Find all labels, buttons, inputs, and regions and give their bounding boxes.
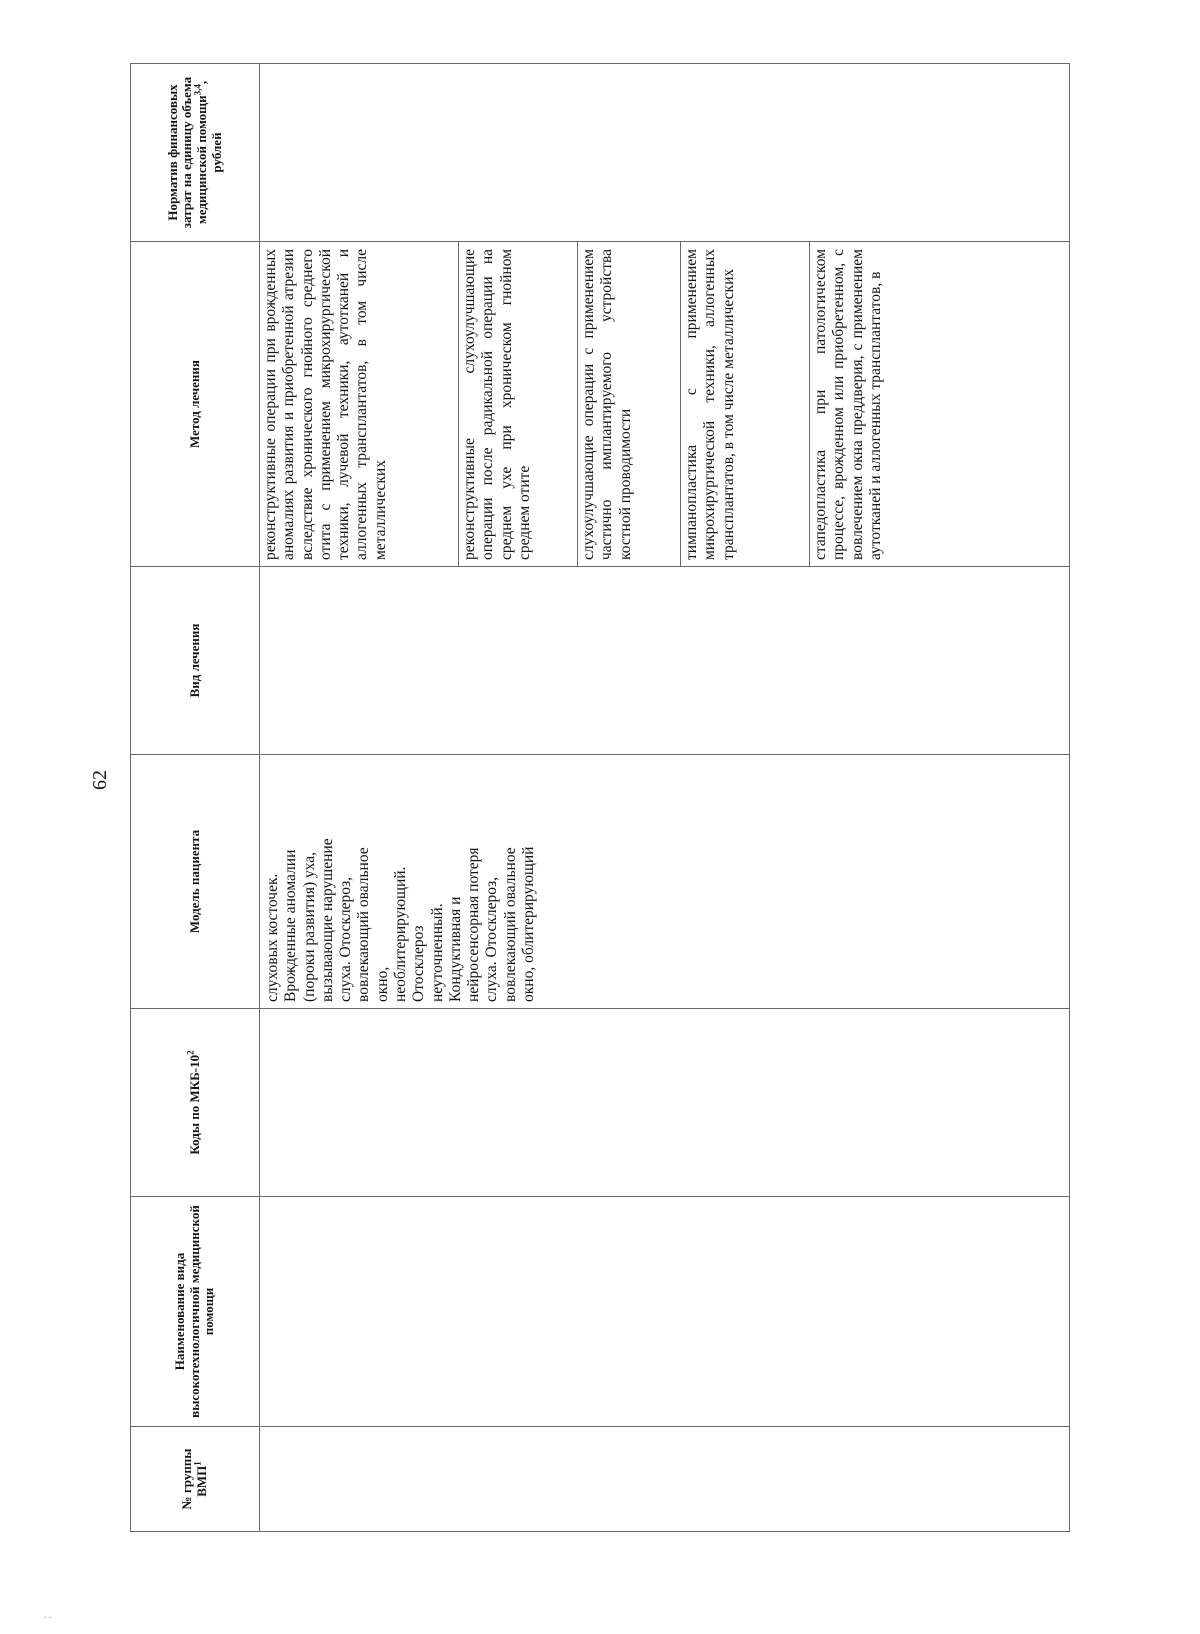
cell-codes bbox=[260, 1009, 1070, 1197]
patient-model-line: Кондуктивная и bbox=[446, 896, 464, 1002]
table-row bbox=[260, 64, 1070, 1532]
patient-model-line: вовлекающий овальное bbox=[355, 847, 373, 1002]
header-group-no: № группы ВМП$^1$ bbox=[131, 1427, 260, 1532]
cell-name bbox=[260, 1197, 1070, 1427]
method-item: стапедопластика при патологическом процессе, врожденном или приобретенном, с вовлечением окна преддверия, с применением аутотканей и аллогенных трансплантатов, в bbox=[812, 249, 884, 560]
patient-model-line: слуха. Отосклероз, bbox=[483, 877, 501, 1002]
header-patient-model: Модель пациента bbox=[131, 755, 260, 1009]
patient-model-line: неуточненный. bbox=[428, 903, 446, 1002]
method-stack bbox=[260, 242, 1069, 566]
page-number: 62 bbox=[89, 770, 111, 790]
method-item: слухоулучшающие операции с применением частично имплантируемого устройства костной проводимости bbox=[578, 242, 681, 566]
method-item: реконструктивные операции при врожденных аномалиях развития и приобретенной атрезии вследствие хронического гнойного среднего отита с применением микрохирургической техники, лучевой техники, аутотканей и аллогенных трансплантатов, в том числе металлических bbox=[260, 242, 459, 566]
rotated-table-wrapper bbox=[130, 64, 1070, 1532]
header-norm: Норматив финансовых затрат на единицу объема медицинской помощи$^{3,4}$, рублей bbox=[131, 64, 260, 242]
patient-model-line: Отосклероз bbox=[410, 925, 428, 1002]
patient-model-line: нейросенсорная потеря bbox=[465, 847, 483, 1002]
method-item: тимпанопластика с применением микрохирургической техники, аллогенных трансплантатов, в том числе металлических bbox=[681, 242, 810, 566]
header-method: Метод лечения bbox=[131, 242, 260, 567]
patient-model-text bbox=[260, 755, 538, 1008]
patient-model-line: вовлекающий овальное bbox=[501, 847, 519, 1002]
method-item: реконструктивные слухоулучшающие операции после радикальной операции на среднем ухе при хроническом гнойном среднем отите bbox=[459, 242, 578, 566]
scan-mark: . . bbox=[44, 1610, 52, 1621]
cell-norm bbox=[260, 64, 1070, 242]
vmp-table bbox=[130, 63, 1070, 1532]
cell-patient-model bbox=[260, 755, 1070, 1009]
cell-treatment-type bbox=[260, 567, 1070, 755]
header-name: Наименование вида высокотехнологичной медицинской помощи bbox=[131, 1197, 260, 1427]
patient-model-line: вызывающие нарушение bbox=[318, 838, 336, 1002]
patient-model-line: слуховых косточек. bbox=[264, 873, 281, 1002]
cell-group-no bbox=[260, 1427, 1070, 1532]
patient-model-line: Врожденные аномалии bbox=[282, 849, 300, 1002]
header-codes: Коды по МКБ-$10^2$ bbox=[131, 1009, 260, 1197]
patient-model-line: слуха. Отосклероз, bbox=[337, 877, 355, 1002]
patient-model-line: необлитерирующий. bbox=[391, 866, 409, 1002]
header-treatment-type: Вид лечения bbox=[131, 567, 260, 755]
patient-model-line: окно, облитерирующий bbox=[519, 846, 537, 1002]
table-header-row bbox=[131, 64, 260, 1532]
patient-model-line: окно, bbox=[373, 966, 391, 1002]
patient-model-line: (пороки развития) уха, bbox=[300, 851, 318, 1002]
cell-method bbox=[260, 242, 1070, 567]
